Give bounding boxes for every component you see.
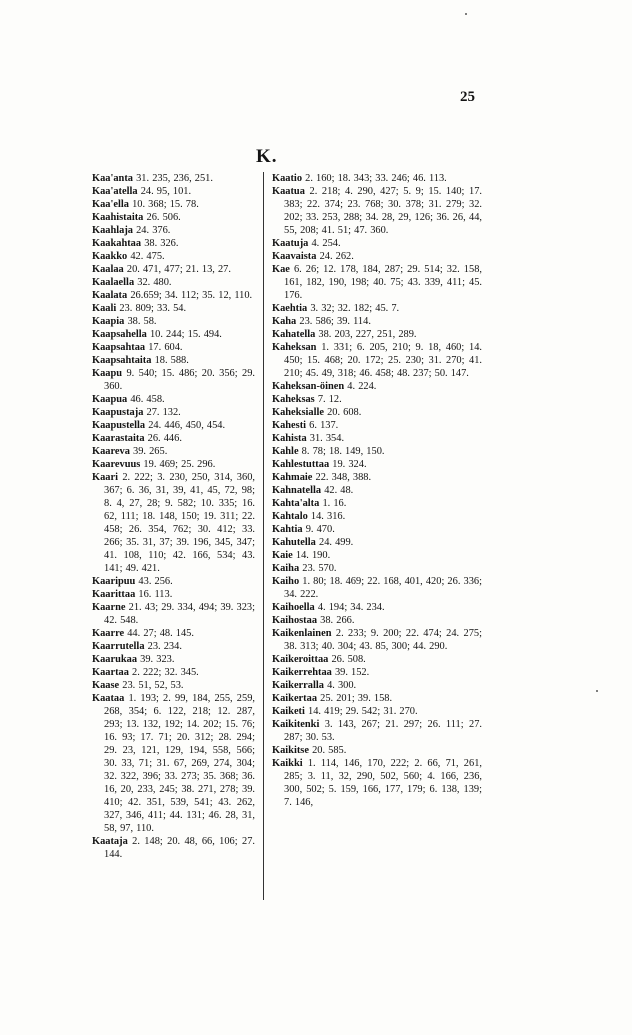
- entry-references: 38. 326.: [144, 238, 179, 249]
- index-entry: [92, 211, 255, 224]
- entry-references: 26.659; 34. 112; 35. 12, 110.: [130, 290, 253, 301]
- index-entry: [272, 237, 482, 250]
- entry-headword: Kaatuja: [272, 238, 309, 249]
- entry-headword: Kaareva: [92, 446, 130, 457]
- index-entry: [272, 432, 482, 445]
- entry-references: 39. 323.: [140, 654, 175, 665]
- entry-references: 2. 148; 20. 48, 66, 106; 27. 144.: [104, 836, 255, 860]
- entry-references: 20. 585.: [312, 745, 347, 756]
- entry-references: 4. 194; 34. 234.: [317, 602, 385, 613]
- entry-references: 9. 540; 15. 486; 20. 356; 29. 360.: [104, 368, 255, 392]
- index-entry: [92, 471, 255, 575]
- entry-headword: Kahle: [272, 446, 299, 457]
- entry-references: 17. 604.: [148, 342, 183, 353]
- entry-headword: Kaalaa: [92, 264, 124, 275]
- index-entry: [92, 419, 255, 432]
- index-entry: [92, 224, 255, 237]
- index-entry: [92, 445, 255, 458]
- index-entry: [272, 497, 482, 510]
- entry-references: 2. 160; 18. 343; 33. 246; 46. 113.: [305, 173, 447, 184]
- entry-headword: Kaa'ella: [92, 199, 129, 210]
- entry-headword: Kaihoella: [272, 602, 315, 613]
- index-entry: [272, 263, 482, 302]
- index-entry: [92, 406, 255, 419]
- entry-references: 4. 300.: [327, 680, 357, 691]
- index-entry: [272, 562, 482, 575]
- entry-headword: Kaikitse: [272, 745, 309, 756]
- entry-headword: Kahatella: [272, 329, 316, 340]
- entry-headword: Kaapsahtaa: [92, 342, 146, 353]
- entry-references: 26. 446.: [147, 433, 182, 444]
- entry-headword: Kaheksan-öinen: [272, 381, 345, 392]
- entry-headword: Kaatio: [272, 173, 303, 184]
- entry-references: 24. 262.: [319, 251, 354, 262]
- entry-headword: Kaarastaita: [92, 433, 145, 444]
- entry-references: 14. 190.: [295, 550, 331, 561]
- index-entry: [272, 250, 482, 263]
- entry-headword: Kaheksan: [272, 342, 317, 353]
- entry-references: 1. 114, 146, 170, 222; 2. 66, 71, 261, 285; 3. 11, 32, 290, 502, 560; 4. 166, 236, 300, 502; 5. 159, 166, 177, 179; 6. 138, 139; 7. 146,: [284, 758, 482, 808]
- entry-headword: Kaikeroittaa: [272, 654, 329, 665]
- index-entry: [272, 601, 482, 614]
- index-entry: [92, 276, 255, 289]
- entry-references: 4. 254.: [311, 238, 341, 249]
- entry-headword: Kahnatella: [272, 485, 322, 496]
- index-entry: [272, 185, 482, 237]
- index-entry: [92, 575, 255, 588]
- entry-headword: Kaapustaja: [92, 407, 144, 418]
- entry-headword: Kaapsahtaita: [92, 355, 152, 366]
- index-entry: [272, 536, 482, 549]
- entry-headword: Kaapu: [92, 368, 123, 379]
- index-entry: [272, 484, 482, 497]
- entry-references: 44. 27; 48. 145.: [127, 628, 194, 639]
- index-entry: [92, 458, 255, 471]
- entry-headword: Kaiha: [272, 563, 300, 574]
- index-entry: [272, 315, 482, 328]
- page-number: 25: [460, 89, 475, 105]
- entry-references: 19. 324.: [332, 459, 367, 470]
- entry-references: 42. 48.: [324, 485, 354, 496]
- entry-headword: Kaheksas: [272, 394, 315, 405]
- index-entry: [272, 471, 482, 484]
- index-entry: [272, 575, 482, 601]
- column-divider: [263, 172, 264, 900]
- index-column-right: [272, 172, 482, 809]
- index-column-left: [92, 172, 255, 861]
- index-entry: [92, 289, 255, 302]
- entry-headword: Kahtia: [272, 524, 303, 535]
- entry-headword: Kahutella: [272, 537, 316, 548]
- index-entry: [272, 744, 482, 757]
- index-entry: [92, 263, 255, 276]
- index-entry: [92, 666, 255, 679]
- entry-headword: Kaha: [272, 316, 297, 327]
- entry-references: 31. 354.: [309, 433, 345, 444]
- entry-references: 4. 224.: [347, 381, 377, 392]
- entry-headword: Kaapua: [92, 394, 128, 405]
- entry-headword: Kaa'anta: [92, 173, 133, 184]
- entry-headword: Kaapustella: [92, 420, 146, 431]
- entry-headword: Kaihostaa: [272, 615, 318, 626]
- entry-references: 2. 222; 32. 345.: [132, 667, 199, 678]
- index-entry: [272, 380, 482, 393]
- entry-references: 6. 26; 12. 178, 184, 287; 29. 514; 32. 158, 161, 182, 190, 198; 40. 75; 43. 339, 411; 45. 176.: [284, 264, 482, 301]
- entry-headword: Kaheksialle: [272, 407, 324, 418]
- index-entry: [92, 692, 255, 835]
- index-entry: [92, 653, 255, 666]
- entry-references: 23. 234.: [147, 641, 182, 652]
- index-entry: [92, 172, 255, 185]
- entry-headword: Kaahlaja: [92, 225, 133, 236]
- index-entry: [272, 328, 482, 341]
- entry-headword: Kaikertaa: [272, 693, 318, 704]
- entry-headword: Kaase: [92, 680, 120, 691]
- entry-headword: Kaarittaa: [92, 589, 136, 600]
- entry-references: 10. 368; 15. 78.: [132, 199, 199, 210]
- index-entry: [272, 523, 482, 536]
- index-entry: [272, 614, 482, 627]
- index-entry: [272, 718, 482, 744]
- entry-headword: Kaahistaita: [92, 212, 144, 223]
- index-entry: [92, 601, 255, 627]
- index-entry: [92, 588, 255, 601]
- entry-references: 14. 316.: [310, 511, 346, 522]
- entry-headword: Kaalata: [92, 290, 128, 301]
- index-entry: [272, 627, 482, 653]
- entry-headword: Kaie: [272, 550, 293, 561]
- section-letter: K.: [256, 146, 278, 167]
- entry-references: 23. 809; 33. 54.: [119, 303, 187, 314]
- index-entry: [272, 172, 482, 185]
- entry-references: 24. 376.: [136, 225, 171, 236]
- entry-references: 27. 132.: [146, 407, 181, 418]
- print-speck: [465, 13, 467, 15]
- index-entry: [272, 757, 482, 809]
- index-entry: [92, 250, 255, 263]
- entry-references: 16. 113.: [138, 589, 173, 600]
- entry-headword: Kaarne: [92, 602, 126, 613]
- index-entry: [92, 627, 255, 640]
- entry-headword: Kaarevuus: [92, 459, 141, 470]
- index-entry: [272, 510, 482, 523]
- entry-references: 23. 51, 52, 53.: [122, 680, 184, 691]
- index-entry: [272, 393, 482, 406]
- entry-headword: Kaapia: [92, 316, 125, 327]
- entry-headword: Kaikerrehtaa: [272, 667, 332, 678]
- print-speck: [596, 690, 598, 692]
- entry-references: 2. 218; 4. 290, 427; 5. 9; 15. 140; 17. 383; 22. 374; 23. 768; 30. 378; 31. 279; 32. 202; 33. 253, 288; 34. 28, 29, 126; 36. 26, 44, 55, 208; 41. 51; 47. 360.: [284, 186, 482, 236]
- entry-references: 9. 470.: [305, 524, 335, 535]
- index-entry: [272, 705, 482, 718]
- entry-references: 38. 266.: [320, 615, 355, 626]
- entry-headword: Kaikenlainen: [272, 628, 332, 639]
- index-entry: [92, 328, 255, 341]
- entry-references: 32. 480.: [137, 277, 172, 288]
- entry-references: 1. 16.: [322, 498, 347, 509]
- entry-references: 14. 419; 29. 542; 31. 270.: [308, 706, 418, 717]
- entry-headword: Kaalaella: [92, 277, 135, 288]
- entry-references: 3. 32; 32. 182; 45. 7.: [310, 303, 400, 314]
- entry-headword: Kaikki: [272, 758, 303, 769]
- entry-references: 23. 586; 39. 114.: [299, 316, 371, 327]
- entry-headword: Kaikerralla: [272, 680, 324, 691]
- index-entry: [92, 302, 255, 315]
- index-entry: [92, 341, 255, 354]
- entry-headword: Kaiho: [272, 576, 300, 587]
- entry-references: 24. 446, 450, 454.: [148, 420, 226, 431]
- entry-headword: Kaavaista: [272, 251, 317, 262]
- index-entry: [92, 185, 255, 198]
- index-entry: [92, 198, 255, 211]
- entry-references: 23. 570.: [302, 563, 337, 574]
- entry-headword: Kaarukaa: [92, 654, 138, 665]
- index-entry: [92, 640, 255, 653]
- entry-headword: Kaakko: [92, 251, 128, 262]
- index-entry: [92, 237, 255, 250]
- entry-headword: Kaehtia: [272, 303, 308, 314]
- entry-references: 21. 43; 29. 334, 494; 39. 323; 42. 548.: [104, 602, 255, 626]
- entry-references: 42. 475.: [130, 251, 165, 262]
- entry-references: 22. 348, 388.: [315, 472, 372, 483]
- index-entry: [92, 393, 255, 406]
- entry-references: 10. 244; 15. 494.: [149, 329, 222, 340]
- entry-headword: Kaa'atella: [92, 186, 138, 197]
- entry-headword: Kaartaa: [92, 667, 129, 678]
- entry-references: 8. 78; 18. 149, 150.: [301, 446, 385, 457]
- index-entry: [92, 432, 255, 445]
- index-entry: [272, 458, 482, 471]
- entry-headword: Kaapsahella: [92, 329, 147, 340]
- entry-headword: Kaali: [92, 303, 117, 314]
- index-entry: [92, 354, 255, 367]
- entry-references: 24. 499.: [319, 537, 354, 548]
- entry-references: 19. 469; 25. 296.: [143, 459, 216, 470]
- entry-references: 46. 458.: [130, 394, 165, 405]
- index-entry: [272, 302, 482, 315]
- entry-references: 20. 471, 477; 21. 13, 27.: [126, 264, 231, 275]
- entry-references: 2. 233; 9. 200; 22. 474; 24. 275; 38. 313; 40. 304; 43. 85, 300; 44. 290.: [284, 628, 482, 652]
- entry-references: 20. 608.: [327, 407, 362, 418]
- entry-headword: Kaarre: [92, 628, 125, 639]
- entry-references: 31. 235, 236, 251.: [136, 173, 213, 184]
- entry-references: 38. 203, 227, 251, 289.: [318, 329, 417, 340]
- index-entry: [92, 679, 255, 692]
- entry-references: 7. 12.: [317, 394, 342, 405]
- entry-headword: Kaiketi: [272, 706, 305, 717]
- entry-headword: Kaakahtaa: [92, 238, 142, 249]
- entry-references: 1. 193; 2. 99, 184, 255, 259, 268, 354; 6. 122, 218; 12. 287, 293; 13. 132, 192; 14. 202; 15. 76; 16. 93; 17. 71; 20. 312; 28. 294; 29. 23, 121, 129, 194, 558, 566; 30. 33, 71; 31. 67, 269, 274, 304; 32. 322, 396; 33. 273; 35. 368; 36. 16, 20, 233, 245; 38. 271, 278; 39. 410; 42. 351, 539, 541; 43. 262, 327, 346, 411; 44. 131; 46. 28, 31, 58, 97, 110.: [104, 693, 255, 834]
- index-entry: [92, 835, 255, 861]
- entry-references: 26. 506.: [146, 212, 181, 223]
- index-entry: [272, 666, 482, 679]
- entry-references: 1. 80; 18. 469; 22. 168, 401, 420; 26. 336; 34. 222.: [284, 576, 482, 600]
- entry-headword: Kahta'alta: [272, 498, 320, 509]
- entry-references: 39. 265.: [133, 446, 168, 457]
- entry-references: 6. 137.: [309, 420, 339, 431]
- entry-headword: Kahista: [272, 433, 307, 444]
- entry-headword: Kaataa: [92, 693, 125, 704]
- index-entry: [272, 549, 482, 562]
- entry-references: 43. 256.: [138, 576, 173, 587]
- entry-headword: Kaari: [92, 472, 118, 483]
- entry-headword: Kae: [272, 264, 290, 275]
- index-entry: [272, 445, 482, 458]
- entry-references: 38. 58.: [127, 316, 157, 327]
- entry-references: 2. 222; 3. 230, 250, 314, 360, 367; 6. 36, 31, 39, 41, 45, 72, 98; 8. 4, 27, 28; 9. 582; 10. 335; 16. 62, 111; 18. 148, 150; 19. 311; 22. 458; 26. 354, 762; 30. 412; 33. 266; 35. 31, 37; 39. 196, 345, 347; 41. 108, 110; 42. 166, 534; 43. 141; 49. 421.: [104, 472, 255, 574]
- index-entry: [272, 419, 482, 432]
- index-entry: [272, 679, 482, 692]
- index-entry: [92, 367, 255, 393]
- index-entry: [272, 341, 482, 380]
- entry-headword: Kaaripuu: [92, 576, 136, 587]
- entry-headword: Kahmaie: [272, 472, 313, 483]
- entry-headword: Kaataja: [92, 836, 128, 847]
- entry-references: 24. 95, 101.: [140, 186, 192, 197]
- entry-references: 18. 588.: [154, 355, 189, 366]
- entry-references: 1. 331; 6. 205, 210; 9. 18, 460; 14. 450; 15. 468; 20. 172; 25. 230; 31. 270; 41. 210; 45. 49, 318; 46. 458; 48. 237; 50. 147.: [284, 342, 482, 379]
- index-entry: [92, 315, 255, 328]
- entry-references: 25. 201; 39. 158.: [320, 693, 393, 704]
- index-entry: [272, 406, 482, 419]
- index-entry: [272, 692, 482, 705]
- entry-headword: Kaatua: [272, 186, 305, 197]
- entry-headword: Kaarrutella: [92, 641, 145, 652]
- entry-headword: Kahtalo: [272, 511, 308, 522]
- entry-headword: Kahlestuttaa: [272, 459, 330, 470]
- index-entry: [272, 653, 482, 666]
- entry-references: 26. 508.: [331, 654, 366, 665]
- entry-references: 3. 143, 267; 21. 297; 26. 111; 27. 287; 30. 53.: [284, 719, 482, 743]
- entry-references: 39. 152.: [334, 667, 370, 678]
- entry-headword: Kaikitenki: [272, 719, 320, 730]
- entry-headword: Kahesti: [272, 420, 307, 431]
